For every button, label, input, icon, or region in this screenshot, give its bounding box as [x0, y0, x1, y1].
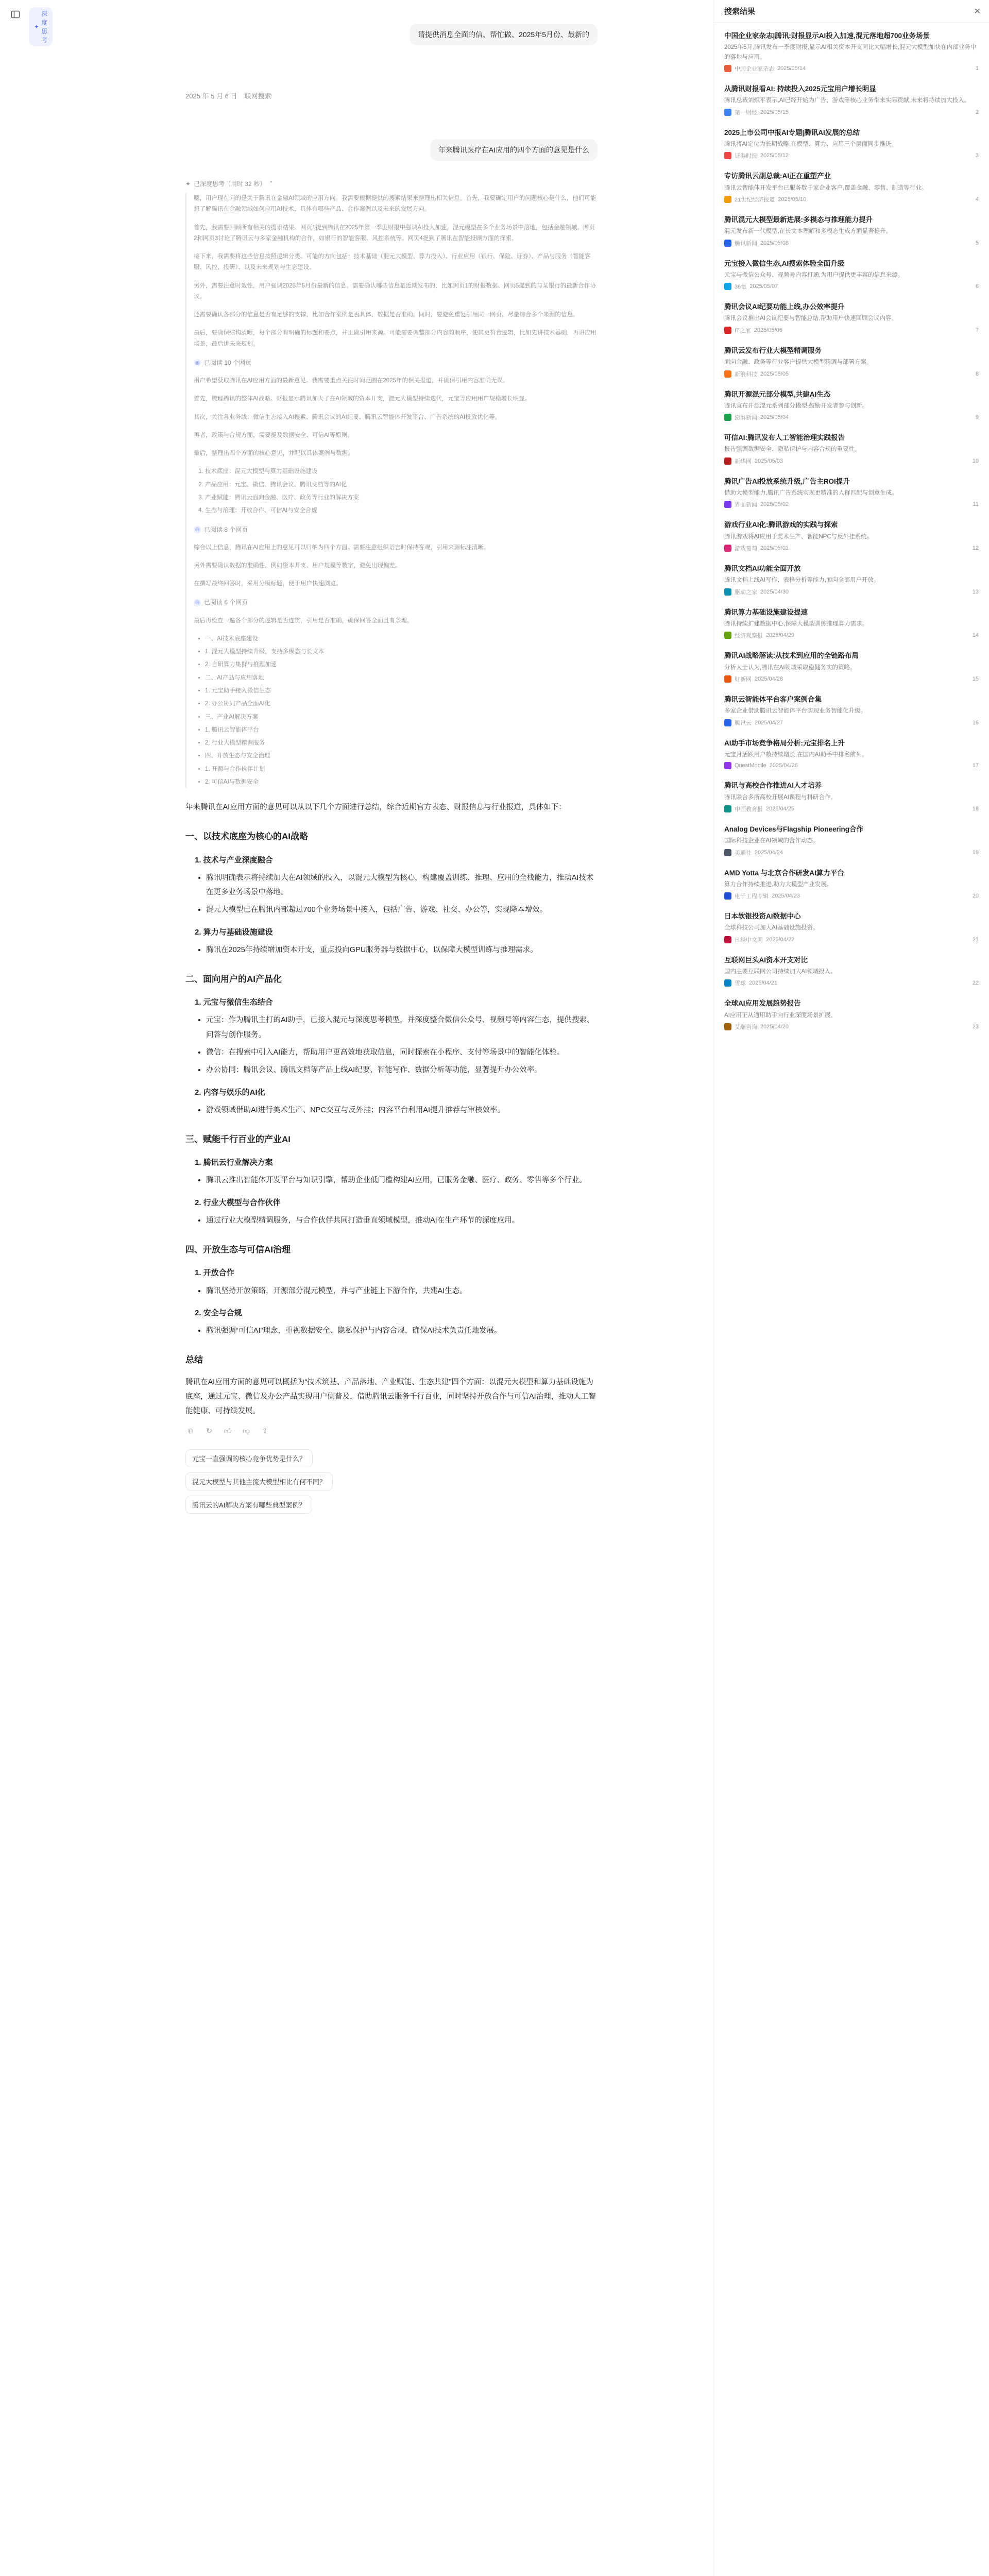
source-site: 界面新闻	[735, 502, 757, 509]
bullet-item: • 腾讯云推出智能体开发平台与知识引擎，帮助企业低门槛构建AI应用，已服务金融、医疗、政务、零售等多个行业。	[206, 1173, 598, 1188]
source-item[interactable]	[724, 215, 979, 247]
source-item[interactable]	[724, 477, 979, 509]
close-icon[interactable]: ✕	[974, 7, 981, 16]
source-date: 2025/04/24	[755, 849, 783, 856]
source-index: 10	[972, 457, 979, 464]
think-paragraph: 首先，梳理腾讯的整体AI战略。财报显示腾讯加大了在AI领域的资本开支，混元大模型持续迭代，元宝等应用用户规模增长明显。	[194, 396, 531, 402]
source-title[interactable]: 腾讯算力基础设施建设提速	[724, 608, 808, 616]
panel-title: 搜索结果	[724, 7, 756, 16]
source-site: 驱动之家	[735, 589, 757, 596]
source-item[interactable]	[724, 31, 979, 73]
source-index: 18	[972, 805, 979, 812]
bullet-list	[206, 1013, 598, 1077]
source-title[interactable]: 腾讯云智能体平台客户案例合集	[724, 696, 822, 703]
think-paragraph: 在撰写最终回答时，采用分级标题，便于用户快速浏览。	[194, 581, 342, 587]
think-list-item: • 一、AI技术底座建设	[205, 634, 598, 645]
answer-sections	[185, 828, 598, 1338]
read-pages-label: 已阅读 6 个网页	[204, 599, 248, 606]
source-snippet: 分析人士认为,腾讯在AI领域采取稳健务实的策略。	[724, 664, 856, 671]
source-item[interactable]	[724, 171, 979, 204]
bullet-list	[206, 1324, 598, 1338]
think-list-item: • 1. 混元大模型持续升级，支持多模态与长文本	[205, 647, 598, 657]
read-pages-indicator[interactable]	[194, 357, 598, 368]
site-favicon-icon	[724, 240, 731, 247]
site-favicon-icon	[724, 196, 731, 203]
summary-heading: 总结	[185, 1355, 203, 1365]
source-snippet: 报告强调数据安全、隐私保护与内容合规的重要性。	[724, 446, 861, 453]
source-footer	[724, 631, 979, 639]
site-favicon-icon	[724, 979, 731, 987]
user-message	[410, 24, 598, 45]
think-list-item: • 1. 腾讯云智能体平台	[205, 725, 598, 736]
user-message-text: 年来腾讯医疗在AI应用的四个方面的意见是什么	[438, 146, 589, 154]
source-footer	[724, 108, 979, 116]
source-index: 1	[975, 65, 979, 72]
source-date: 2025/05/14	[777, 65, 806, 72]
source-index: 13	[972, 588, 979, 595]
user-message-text: 请提供消息全面的信、帮忙做、2025年5月份、最新的	[418, 30, 589, 39]
section-heading: 四、开放生态与可信AI治理	[185, 1245, 291, 1255]
site-favicon-icon	[724, 414, 731, 421]
source-date: 2025/05/04	[760, 414, 789, 421]
source-title[interactable]: 腾讯广告AI投放系统升级,广告主ROI提升	[724, 477, 850, 485]
subsection-heading: 1. 元宝与微信生态结合	[195, 998, 273, 1007]
source-title[interactable]: 游戏行业AI化:腾讯游戏的实践与探索	[724, 521, 838, 529]
share-icon[interactable]: ⇪	[262, 1426, 268, 1435]
source-site: 证券时报	[735, 153, 757, 160]
source-snippet: 多家企业借助腾讯云智能体平台实现业务智能化升级。	[724, 708, 866, 715]
think-list-item: • 2. 自研算力集群与推理加速	[205, 659, 598, 670]
source-footer	[724, 936, 979, 944]
source-index: 21	[972, 936, 979, 943]
source-snippet: 腾讯将AI定位为长期战略,在模型、算力、应用三个层面同步推进。	[724, 141, 898, 147]
site-favicon-icon	[724, 719, 731, 726]
source-snippet: 国内主要互联网公司持续加大AI领域投入。	[724, 969, 837, 975]
source-item[interactable]	[724, 738, 979, 770]
source-date: 2025/05/05	[760, 370, 789, 377]
source-snippet: 借助大模型能力,腾讯广告系统实现更精准的人群匹配与创意生成。	[724, 490, 898, 497]
summary-text: 腾讯在AI应用方面的意见可以概括为“技术筑基、产品落地、产业赋能、生态共建”四个方面：以混元大模型和算力基础设施为底座，通过元宝、微信及办公产品实现用户侧普及，借助腾讯云服务千行百业，同时坚持开放合作与可信AI治理，推动人工智能健康、可持续发展。	[185, 1378, 596, 1416]
assistant-message	[185, 170, 598, 1519]
source-footer	[724, 588, 979, 596]
think-list-item: • 三、产业AI解决方案	[205, 712, 598, 723]
source-footer	[724, 544, 979, 552]
source-snippet: 腾讯联合多所高校开展AI课程与科研合作。	[724, 794, 837, 801]
source-site: 经济观察报	[735, 633, 763, 639]
think-list-item: • 二、AI产品与应用落地	[205, 673, 598, 684]
source-footer	[724, 282, 979, 291]
source-index: 8	[975, 370, 979, 377]
think-toggle[interactable]	[185, 179, 598, 188]
source-snippet: 国际科技企业在AI领域的合作动态。	[724, 838, 819, 844]
source-footer	[724, 457, 979, 465]
sidebar-icon	[11, 10, 20, 19]
bullet-item: • 腾讯坚持开放策略，开源部分混元模型，并与产业链上下游合作，共建AI生态。	[206, 1284, 598, 1298]
site-favicon-icon	[724, 327, 731, 334]
site-favicon-icon	[724, 632, 731, 639]
source-title[interactable]: 元宝接入微信生态,AI搜索体验全面升级	[724, 259, 845, 267]
globe-icon: ◎	[194, 599, 201, 606]
source-item[interactable]	[724, 824, 979, 857]
site-favicon-icon	[724, 152, 731, 159]
source-footer	[724, 239, 979, 247]
source-index: 3	[975, 152, 979, 159]
source-index: 11	[973, 501, 979, 508]
bullet-item: • 混元大模型已在腾讯内部超过700个业务场景中接入，包括广告、游戏、社交、办公等，实现降本增效。	[206, 903, 598, 917]
chat-column	[185, 0, 598, 2576]
bullet-list	[206, 943, 598, 957]
source-index: 17	[972, 762, 979, 769]
source-site: 新浪科技	[735, 371, 757, 378]
bullet-item: • 腾讯强调“可信AI”理念，重视数据安全、隐私保护与内容合规，确保AI技术负责任地发展。	[206, 1324, 598, 1338]
source-snippet: 混元发布新一代模型,在长文本理解和多模态生成方面显著提升。	[724, 228, 892, 235]
thumbs-down-icon[interactable]: 👎︎	[242, 1426, 250, 1435]
bullet-item: • 腾讯明确表示将持续加大在AI领域的投入，以混元大模型为核心，构建覆盖训练、推理、应用的全栈能力，推动AI技术在更多业务场景中落地。	[206, 871, 598, 900]
source-site: 日经中文网	[735, 937, 763, 943]
source-site: 中国教育报	[735, 806, 763, 812]
source-date: 2025/05/07	[749, 283, 778, 290]
subsection-heading: 2. 行业大模型与合作伙伴	[195, 1198, 281, 1207]
source-title[interactable]: AMD Yotta 与北京合作研发AI算力平台	[724, 869, 844, 877]
source-date: 2025/04/26	[769, 762, 798, 769]
message-actions	[185, 1426, 598, 1436]
source-site: 36氪	[735, 284, 747, 291]
source-date: 2025/05/01	[760, 545, 789, 552]
site-favicon-icon	[724, 457, 731, 465]
source-title[interactable]: 腾讯文档AI功能全面开放	[724, 565, 801, 573]
think-paragraph: 用户希望获取腾讯在AI应用方面的最新意见。我需要重点关注时间范围在2025年的相关报道，并确保引用内容准确无误。	[194, 378, 509, 384]
bulb-icon: ✦	[34, 23, 40, 30]
copy-icon[interactable]: ⧉	[188, 1426, 193, 1435]
site-favicon-icon	[724, 65, 731, 72]
think-list-item: • 1. 开源与合作伙伴计划	[205, 764, 598, 775]
think-list-item: 3. 产业赋能：腾讯云面向金融、医疗、政务等行业的解决方案	[205, 493, 598, 503]
think-list-item: • 1. 元宝助手接入微信生态	[205, 686, 598, 697]
think-paragraph: 其次，关注各业务线：微信生态接入AI搜索、腾讯会议的AI纪要、腾讯云智能体开发平台、广告系统的AI投放优化等。	[194, 414, 501, 420]
bullet-list	[206, 1103, 598, 1117]
site-favicon-icon	[724, 762, 731, 769]
think-paragraph: 综合以上信息，腾讯在AI应用上的意见可以归纳为四个方面。需要注意组织语言时保持客观，引用来源标注清晰。	[194, 544, 490, 551]
subsection-heading: 1. 腾讯云行业解决方案	[195, 1158, 273, 1167]
source-title[interactable]: 腾讯云发布行业大模型精调服务	[724, 346, 822, 354]
source-footer	[724, 64, 979, 73]
site-favicon-icon	[724, 675, 731, 683]
think-icon: ✦	[185, 180, 191, 188]
suggestion-chip[interactable]: 腾讯云的AI解决方案有哪些典型案例？	[185, 1496, 312, 1514]
read-pages-indicator[interactable]	[194, 597, 598, 608]
source-footer	[724, 1023, 979, 1031]
suggestion-chip[interactable]: 元宝一直强调的核心竞争优势是什么？	[185, 1449, 313, 1467]
source-title[interactable]: 日本软银投资AI数据中心	[724, 912, 801, 921]
think-paragraph: 接下来，我需要将这些信息按照逻辑分类。可能的方向包括：技术基础（混元大模型、算力投入）、行业应用（银行、保险、证券）、产品与服务（智能客服、风控、投研）、以及未来规划与生态建设。	[194, 253, 591, 271]
source-date: 2025/04/25	[766, 805, 795, 812]
globe-icon: ◎	[194, 526, 201, 533]
source-site: 游戏葡萄	[735, 546, 757, 552]
subsection-heading: 2. 算力与基础设施建设	[195, 927, 273, 937]
think-list-item: • 四、开放生态与安全治理	[205, 751, 598, 761]
source-title[interactable]: 中国企业家杂志|腾讯:财报显示AI投入加速,混元落地超700业务场景	[724, 32, 930, 40]
answer-body	[185, 800, 598, 1418]
source-site: 第一财经	[735, 109, 757, 116]
source-item[interactable]	[724, 259, 979, 291]
message-model: 联网搜索	[244, 92, 271, 100]
source-site: 中国企业家杂志	[735, 66, 774, 73]
subsection-heading: 1. 技术与产业深度融合	[195, 855, 273, 865]
think-list	[205, 634, 598, 788]
source-index: 14	[972, 632, 979, 639]
source-footer	[724, 326, 979, 334]
read-pages-label: 已阅读 10 个网页	[204, 359, 252, 366]
section-heading: 一、以技术底座为核心的AI战略	[185, 832, 308, 842]
source-site: 财新网	[735, 676, 752, 683]
site-favicon-icon	[724, 1023, 731, 1030]
source-site: IT之家	[735, 327, 751, 334]
regenerate-icon[interactable]: ↻	[206, 1426, 212, 1435]
source-title[interactable]: 2025上市公司中报AI专题|腾讯AI发展的总结	[724, 128, 860, 137]
search-results-panel	[713, 0, 989, 2576]
source-title[interactable]: 腾讯会议AI纪要功能上线,办公效率提升	[724, 303, 845, 311]
subsection-heading: 2. 内容与娱乐的AI化	[195, 1088, 265, 1097]
source-snippet: 腾讯文档上线AI写作、表格分析等能力,面向全部用户开放。	[724, 577, 880, 584]
source-site: 腾讯云	[735, 720, 752, 726]
bullet-list	[206, 871, 598, 918]
source-date: 2025/04/21	[749, 980, 778, 987]
source-index: 5	[975, 240, 979, 246]
bullet-list	[206, 1213, 598, 1228]
think-list-item: 1. 技术底座：混元大模型与算力基础设施建设	[205, 466, 598, 477]
site-favicon-icon	[724, 588, 731, 596]
think-block	[185, 193, 598, 788]
source-index: 6	[975, 283, 979, 290]
suggestions	[185, 1449, 598, 1514]
subsection-heading: 2. 安全与合规	[195, 1308, 242, 1317]
suggestion-chip[interactable]: 混元大模型与其他主流大模型相比有何不同？	[185, 1472, 333, 1490]
source-date: 2025/04/22	[766, 936, 795, 943]
source-snippet: 面向金融、政务等行业客户提供大模型精调与部署方案。	[724, 359, 873, 366]
source-item[interactable]	[724, 651, 979, 683]
source-date: 2025/04/28	[755, 676, 783, 682]
source-site: 电子工程专辑	[735, 893, 769, 900]
think-list-item: • 2. 行业大模型精调服务	[205, 738, 598, 749]
think-paragraph: 还需要确认各部分的信息是否有足够的支撑，比如合作案例是否具体，数据是否准确。同时，要避免重复引用同一网页，尽量综合多个来源的信息。	[194, 312, 579, 318]
source-date: 2025/05/12	[760, 152, 789, 159]
source-item[interactable]	[724, 607, 979, 640]
source-footer	[724, 675, 979, 683]
source-title[interactable]: 腾讯AI战略解读:从技术到应用的全链路布局	[724, 652, 859, 660]
think-list-item: • 2. 可信AI与数据安全	[205, 777, 598, 788]
source-title[interactable]: 专访腾讯云副总裁:AI正在重塑产业	[724, 172, 831, 180]
source-date: 2025/05/10	[778, 196, 807, 202]
source-item[interactable]	[724, 955, 979, 988]
source-title[interactable]: AI助手市场竞争格局分析:元宝排名上升	[724, 739, 845, 747]
think-paragraph: 另外，需要注意时效性，用户强调2025年5月份最新的信息。需要确认哪些信息是近期发布的，比如网页1的财报数据、网页5提到的与某银行的最新合作协议。	[194, 282, 596, 300]
source-footer	[724, 805, 979, 813]
user-message	[430, 139, 598, 161]
source-site: 新华网	[735, 458, 752, 465]
source-footer	[724, 151, 979, 160]
source-index: 22	[972, 980, 979, 987]
site-favicon-icon	[724, 805, 731, 812]
bullet-item: • 微信：在搜索中引入AI能力，帮助用户更高效地获取信息，同时探索在小程序、支付等场景中的智能化体验。	[206, 1045, 598, 1060]
think-label: 已深度思考（用时 32 秒）	[194, 180, 266, 188]
think-paragraph: 最后，整理出四个方面的核心意见，并配以具体案例与数据。	[194, 450, 354, 457]
source-date: 2025/04/29	[766, 632, 795, 639]
source-date: 2025/05/02	[760, 501, 789, 508]
source-date: 2025/05/15	[760, 109, 789, 115]
bullet-item: • 元宝：作为腾讯主打的AI助手，已接入混元与深度思考模型，并深度整合微信公众号、视频号等内容生态，提供搜索、问答与创作服务。	[206, 1013, 598, 1042]
source-footer	[724, 762, 979, 769]
section-heading: 二、面向用户的AI产品化	[185, 974, 282, 985]
bullet-item: • 办公协同：腾讯会议、腾讯文档等产品上线AI纪要、智能写作、数据分析等功能，显著提升办公效率。	[206, 1063, 598, 1077]
source-snippet: 腾讯总裁刘炽平表示,AI已经开始为广告、游戏等核心业务带来实际贡献,未来将持续加大投入。	[724, 97, 970, 104]
source-index: 15	[972, 676, 979, 682]
globe-icon: ◎	[194, 359, 201, 366]
source-title[interactable]: 互联网巨头AI资本开支对比	[724, 956, 808, 964]
source-title[interactable]: 腾讯与高校合作推进AI人才培养	[724, 782, 822, 790]
mode-pill-label: 深度思考	[41, 10, 48, 44]
source-footer	[724, 195, 979, 204]
source-item[interactable]	[724, 781, 979, 813]
source-site: 艾瑞咨询	[735, 1024, 757, 1031]
source-snippet: 全球科技公司加大AI基础设施投资。	[724, 925, 819, 931]
source-snippet: 算力合作持续推进,助力大模型产业发展。	[724, 881, 833, 888]
source-item[interactable]	[724, 389, 979, 422]
source-index: 9	[975, 414, 979, 421]
source-item[interactable]	[724, 998, 979, 1031]
sidebar-toggle-button[interactable]	[9, 8, 22, 21]
thumbs-up-icon[interactable]: 👍︎	[224, 1426, 232, 1435]
message-meta	[185, 91, 271, 100]
source-date: 2025/04/27	[755, 719, 783, 726]
source-date: 2025/04/23	[772, 893, 800, 900]
source-index: 16	[972, 719, 979, 726]
source-index: 20	[972, 893, 979, 900]
source-item[interactable]	[724, 302, 979, 334]
source-item[interactable]	[724, 128, 979, 160]
source-title[interactable]: 腾讯开源混元部分模型,共建AI生态	[724, 390, 831, 398]
site-favicon-icon	[724, 501, 731, 508]
source-index: 2	[975, 109, 979, 115]
source-index: 23	[972, 1024, 979, 1030]
source-footer	[724, 892, 979, 900]
site-favicon-icon	[724, 892, 731, 900]
think-paragraph: 最后再检查一遍各个部分的逻辑是否连贯，引用是否准确，确保回答全面且有条理。	[194, 617, 413, 624]
source-site: 腾讯新闻	[735, 240, 757, 247]
source-date: 2025/05/08	[760, 240, 789, 246]
answer-intro: 年来腾讯在AI应用方面的意见可以从以下几个方面进行总结，综合近期官方表态、财报信息与行业报道，具体如下：	[185, 803, 566, 812]
bullet-item: • 通过行业大模型精调服务，与合作伙伴共同打造垂直领域模型，推动AI在生产环节的深度应用。	[206, 1213, 598, 1228]
source-item[interactable]	[724, 911, 979, 944]
source-item[interactable]	[724, 84, 979, 116]
source-footer	[724, 370, 979, 378]
source-site: 美通社	[735, 850, 752, 856]
panel-header	[714, 0, 989, 23]
source-date: 2025/04/30	[760, 588, 789, 595]
chevron-up-icon: ⌃	[269, 181, 274, 187]
think-paragraph: 首先，我需要回顾所有相关的搜索结果。网页1提到腾讯在2025年第一季度财报中强调AI投入加速，混元模型在多个业务场景中落地，包括金融领域。网页2和网页3讨论了腾讯云与多家金融机构的合作，如银行的智能客服、风控系统等。网页4提到了腾讯在智能投顾方面的探索。	[194, 224, 595, 242]
source-title[interactable]: Analog Devices与Flagship Pioneering合作	[724, 825, 864, 833]
source-snippet: AI应用正从通用助手向行业深度场景扩展。	[724, 1012, 837, 1019]
source-title[interactable]: 从腾讯财报看AI: 持续投入2025元宝用户增长明显	[724, 85, 876, 93]
source-item[interactable]	[724, 564, 979, 596]
think-list-item: 2. 产品应用：元宝、微信、腾讯会议、腾讯文档等的AI化	[205, 480, 598, 490]
source-list	[714, 23, 989, 1031]
source-footer	[724, 979, 979, 987]
source-site: 21世纪经济报道	[735, 196, 775, 203]
source-title[interactable]: 全球AI应用发展趋势报告	[724, 999, 801, 1008]
source-snippet: 元宝月活跃用户数持续增长,在国内AI助手中排名前列。	[724, 751, 868, 758]
source-snippet: 元宝与微信公众号、视频号内容打通,为用户提供更丰富的信息来源。	[724, 272, 904, 278]
think-list	[205, 466, 598, 516]
source-item[interactable]	[724, 694, 979, 727]
source-date: 2025/05/03	[755, 457, 783, 464]
source-footer	[724, 500, 979, 509]
bullet-list	[206, 1173, 598, 1188]
think-paragraph: 嗯，用户现在问的是关于腾讯在金融AI领域的应用方向。我需要根据提供的搜索结果来整理出相关信息。首先，我要确定用户的问题核心是什么，他们可能想了解腾讯在金融领域如何应用AI技术，具体有哪些产品、合作案例以及未来的发展方向。	[194, 195, 596, 213]
source-title[interactable]: 腾讯混元大模型最新进展:多模态与推理能力提升	[724, 215, 873, 224]
think-list-item: 4. 生态与治理：开放合作、可信AI与安全合规	[205, 505, 598, 516]
source-item[interactable]	[724, 520, 979, 552]
source-item[interactable]	[724, 346, 979, 378]
source-index: 19	[972, 849, 979, 856]
bullet-item: • 腾讯在2025年持续增加资本开支，重点投向GPU服务器与数据中心，以保障大模型训练与推理需求。	[206, 943, 598, 957]
site-favicon-icon	[724, 370, 731, 378]
source-site: 雪球	[735, 980, 746, 987]
source-snippet: 腾讯持续扩建数据中心,保障大模型训练推理算力需求。	[724, 620, 868, 627]
read-pages-indicator[interactable]	[194, 524, 598, 535]
site-favicon-icon	[724, 109, 731, 116]
think-paragraph: 另外需要确认数据的准确性，例如资本开支、用户规模等数字，避免出现偏差。	[194, 562, 401, 569]
think-paragraph: 最后，要确保结构清晰，每个部分有明确的标题和要点，并正确引用来源。可能需要调整部分内容的顺序，使其更符合逻辑，比如先讲技术基础，再讲应用场景，最后讲未来规划。	[194, 330, 596, 347]
read-pages-label: 已阅读 8 个网页	[204, 526, 248, 533]
source-snippet: 腾讯会议推出AI会议纪要与智能总结,帮助用户快速回顾会议内容。	[724, 315, 898, 322]
source-site: 澎湃新闻	[735, 415, 757, 421]
source-date: 2025/05/06	[754, 327, 782, 333]
source-footer	[724, 413, 979, 421]
site-favicon-icon	[724, 849, 731, 856]
source-snippet: 2025年5月,腾讯发布一季度财报,显示AI相关资本开支同比大幅增长,混元大模型加快在内部业务中的落地与应用。	[724, 44, 977, 60]
bullet-item: • 游戏领域借助AI进行美术生产、NPC交互与反外挂；内容平台利用AI提升推荐与审核效率。	[206, 1103, 598, 1117]
think-list-item: • 2. 办公协同产品全面AI化	[205, 699, 598, 709]
subsection-heading: 1. 开放合作	[195, 1268, 234, 1278]
bullet-list	[206, 1284, 598, 1298]
source-snippet: 腾讯游戏将AI应用于美术生产、智能NPC与反外挂系统。	[724, 533, 873, 540]
message-date: 2025 年 5 月 6 日	[185, 92, 237, 100]
mode-pill[interactable]	[29, 7, 53, 46]
site-favicon-icon	[724, 283, 731, 290]
left-rail	[0, 0, 48, 2576]
think-paragraph: 再者，政策与合规方面，需要提及数据安全、可信AI等原则。	[194, 432, 353, 438]
source-title[interactable]: 可信AI:腾讯发布人工智能治理实践报告	[724, 434, 845, 442]
source-site: QuestMobile	[735, 762, 766, 769]
source-footer	[724, 719, 979, 727]
source-footer	[724, 849, 979, 857]
source-index: 4	[975, 196, 979, 202]
site-favicon-icon	[724, 545, 731, 552]
site-favicon-icon	[724, 936, 731, 943]
source-item[interactable]	[724, 868, 979, 901]
section-heading: 三、赋能千行百业的产业AI	[185, 1134, 291, 1145]
source-snippet: 腾讯宣布开源混元系列部分模型,鼓励开发者参与创新。	[724, 402, 868, 409]
source-snippet: 腾讯云智能体开发平台已服务数千家企业客户,覆盖金融、零售、制造等行业。	[724, 184, 928, 191]
source-date: 2025/04/20	[760, 1024, 789, 1030]
source-index: 12	[972, 545, 979, 552]
source-index: 7	[975, 327, 979, 333]
source-item[interactable]	[724, 433, 979, 465]
